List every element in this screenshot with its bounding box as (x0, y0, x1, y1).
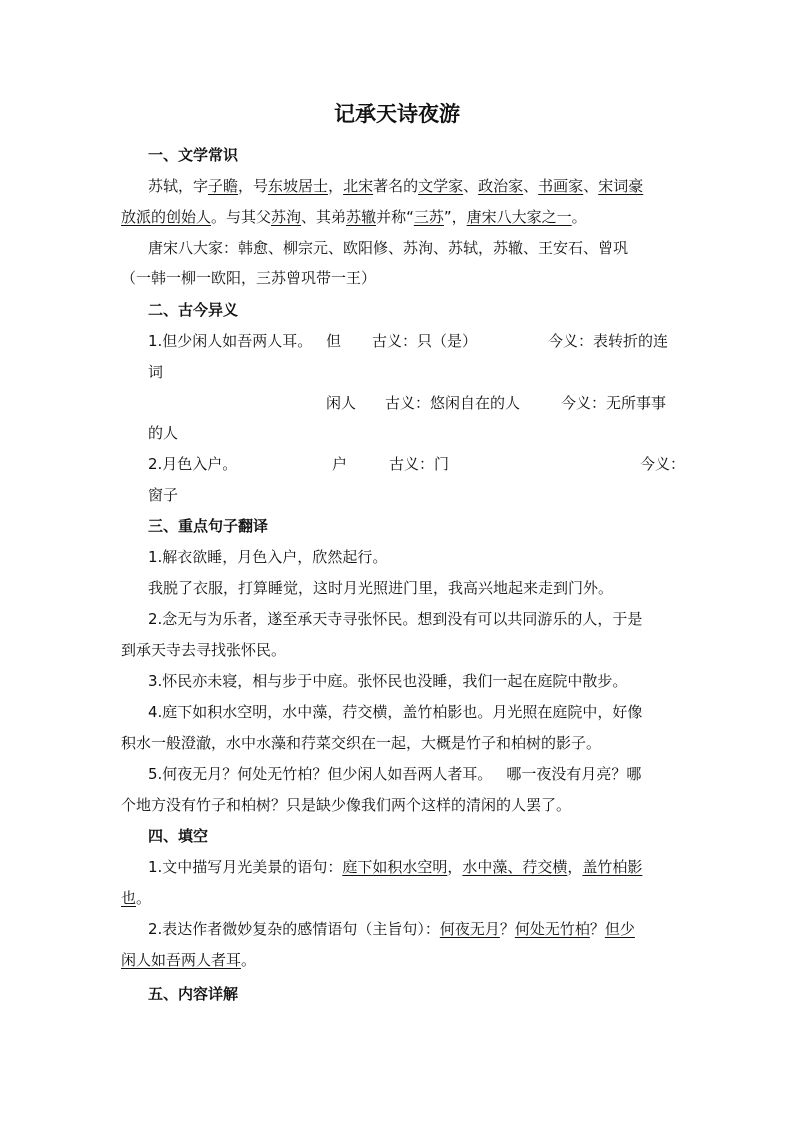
text: ， (447, 858, 463, 876)
question-text: 2.表达作者微妙复杂的感情语句（主旨句）： (148, 920, 440, 938)
text: ？ (499, 920, 515, 938)
modern-meaning-continued: 窗子 (148, 486, 179, 504)
text: 、其弟 (301, 208, 347, 226)
section-heading-fill-blank: 四、填空 (148, 827, 209, 845)
translation-2-continued: 到承天寺去寻找张怀民。 (121, 641, 287, 659)
eight-masters-mnemonic: （一韩一柳一欧阳，三苏曾巩带一王） (121, 269, 377, 287)
text: ， (328, 177, 344, 195)
key-sentence-3 (148, 671, 627, 691)
text: 、 (523, 177, 539, 195)
literary-line-1 (148, 176, 643, 196)
word-dan: 但 (326, 332, 342, 350)
text: 。 (571, 208, 587, 226)
fill-answer: 唐宋八大家之一 (466, 208, 572, 226)
fill-answer: 宋词豪 (598, 177, 644, 195)
text: 、 (463, 177, 479, 195)
eight-masters-line: 唐宋八大家：韩愈、柳宗元、欧阳修、苏洵、苏轼，苏辙、王安石、曾巩 (148, 239, 629, 257)
section-heading-literary-knowledge: 一、文学常识 (148, 146, 239, 164)
modern-meaning-continued: 词 (148, 363, 164, 381)
word-meaning-sentence-1: 1.但少闲人如吾两人耳。 (148, 332, 313, 350)
fill-answer: 但少 (604, 920, 635, 938)
text: ， (567, 858, 583, 876)
original-text: 2.念无与为乐者，遂至承天寺寻张怀民。 (148, 610, 418, 628)
fill-answer: 闲人如吾两人者耳 (121, 951, 242, 969)
word-xianren: 闲人 (326, 394, 357, 412)
fill-answer: 子瞻 (208, 177, 239, 195)
text: 著名的 (373, 177, 419, 195)
fill-answer: 何夜无月 (439, 920, 500, 938)
key-sentence-5 (148, 764, 641, 784)
literary-line-2 (121, 207, 587, 227)
section-heading-content-explanation: 五、内容详解 (148, 985, 239, 1003)
modern-meaning: 今义：表转折的连 (548, 332, 669, 350)
ancient-meaning: 古义：门 (389, 455, 450, 473)
fill-answer: 三苏 (413, 208, 444, 226)
original-text: 4.庭下如积水空明，水中藻，荇交横，盖竹柏影也。 (148, 703, 493, 721)
translation-5-continued: 个地方没有竹子和柏树？只是缺少像我们两个这样的清闲的人罢了。 (121, 796, 572, 814)
fill-answer: 庭下如积水空明 (342, 858, 448, 876)
fill-answer: 苏辙 (346, 208, 377, 226)
original-text: 5.何夜无月？何处无竹柏？但少闲人如吾两人者耳。 (148, 765, 493, 783)
fill-answer: 何处无竹柏 (514, 920, 590, 938)
ancient-meaning: 古义：只（是） (372, 332, 478, 350)
document-title: 记承天诗夜游 (334, 102, 460, 126)
translation-5: 哪一夜没有月亮？哪 (506, 765, 642, 783)
fill-answer: 东坡居士 (268, 177, 329, 195)
fill-answer: 文学家 (418, 177, 464, 195)
fill-answer: 苏洵 (271, 208, 302, 226)
translation-3: 张怀民也没睡，我们一起在庭院中散步。 (357, 672, 628, 690)
fill-answer: 也 (121, 889, 137, 907)
text: ”， (443, 208, 467, 226)
word-meaning-sentence-2: 2.月色入户。 (148, 455, 238, 473)
word-hu: 户 (332, 455, 348, 473)
translation-1: 我脱了衣服，打算睡觉，这时月光照进门里，我高兴地起来走到门外。 (148, 579, 614, 597)
fill-answer: 政治家 (478, 177, 524, 195)
key-sentence-2 (148, 609, 642, 629)
translation-4-continued: 积水一般澄澈，水中水藻和荇菜交织在一起，大概是竹子和柏树的影子。 (121, 734, 602, 752)
section-heading-key-translation: 三、重点句子翻译 (148, 517, 269, 535)
modern-meaning: 今义：无所事事 (561, 394, 667, 412)
modern-meaning-continued: 的人 (148, 424, 179, 442)
text: 。 (136, 889, 152, 907)
fill-question-2-continued (121, 950, 256, 970)
text: ，号 (238, 177, 269, 195)
translation-2: 想到没有可以共同游乐的人，于是 (417, 610, 643, 628)
key-sentence-4 (148, 702, 642, 722)
fill-answer: 北宋 (343, 177, 374, 195)
original-text: 3.怀民亦未寝，相与步于中庭。 (148, 672, 358, 690)
key-sentence-1: 1.解衣欲睡，月色入户，欣然起行。 (148, 548, 388, 566)
fill-question-1 (148, 857, 642, 877)
fill-answer: 盖竹柏影 (582, 858, 643, 876)
translation-4: 月光照在庭院中，好像 (492, 703, 643, 721)
fill-question-1-continued (121, 888, 151, 908)
text: 、 (583, 177, 599, 195)
modern-meaning: 今义： (640, 455, 686, 473)
text: 并称“ (376, 208, 414, 226)
fill-question-2 (148, 919, 635, 939)
question-text: 1.文中描写月光美景的语句： (148, 858, 343, 876)
fill-answer: 水中藻、荇交横 (462, 858, 568, 876)
fill-answer: 书画家 (538, 177, 584, 195)
text: 苏轼，字 (148, 177, 209, 195)
text: ？ (589, 920, 605, 938)
fill-answer: 放派的创始人 (121, 208, 212, 226)
ancient-meaning: 古义：悠闲自在的人 (385, 394, 521, 412)
section-heading-ancient-modern-meaning: 二、古今异义 (148, 301, 239, 319)
text: 。 (241, 951, 257, 969)
text: 。与其父 (211, 208, 272, 226)
